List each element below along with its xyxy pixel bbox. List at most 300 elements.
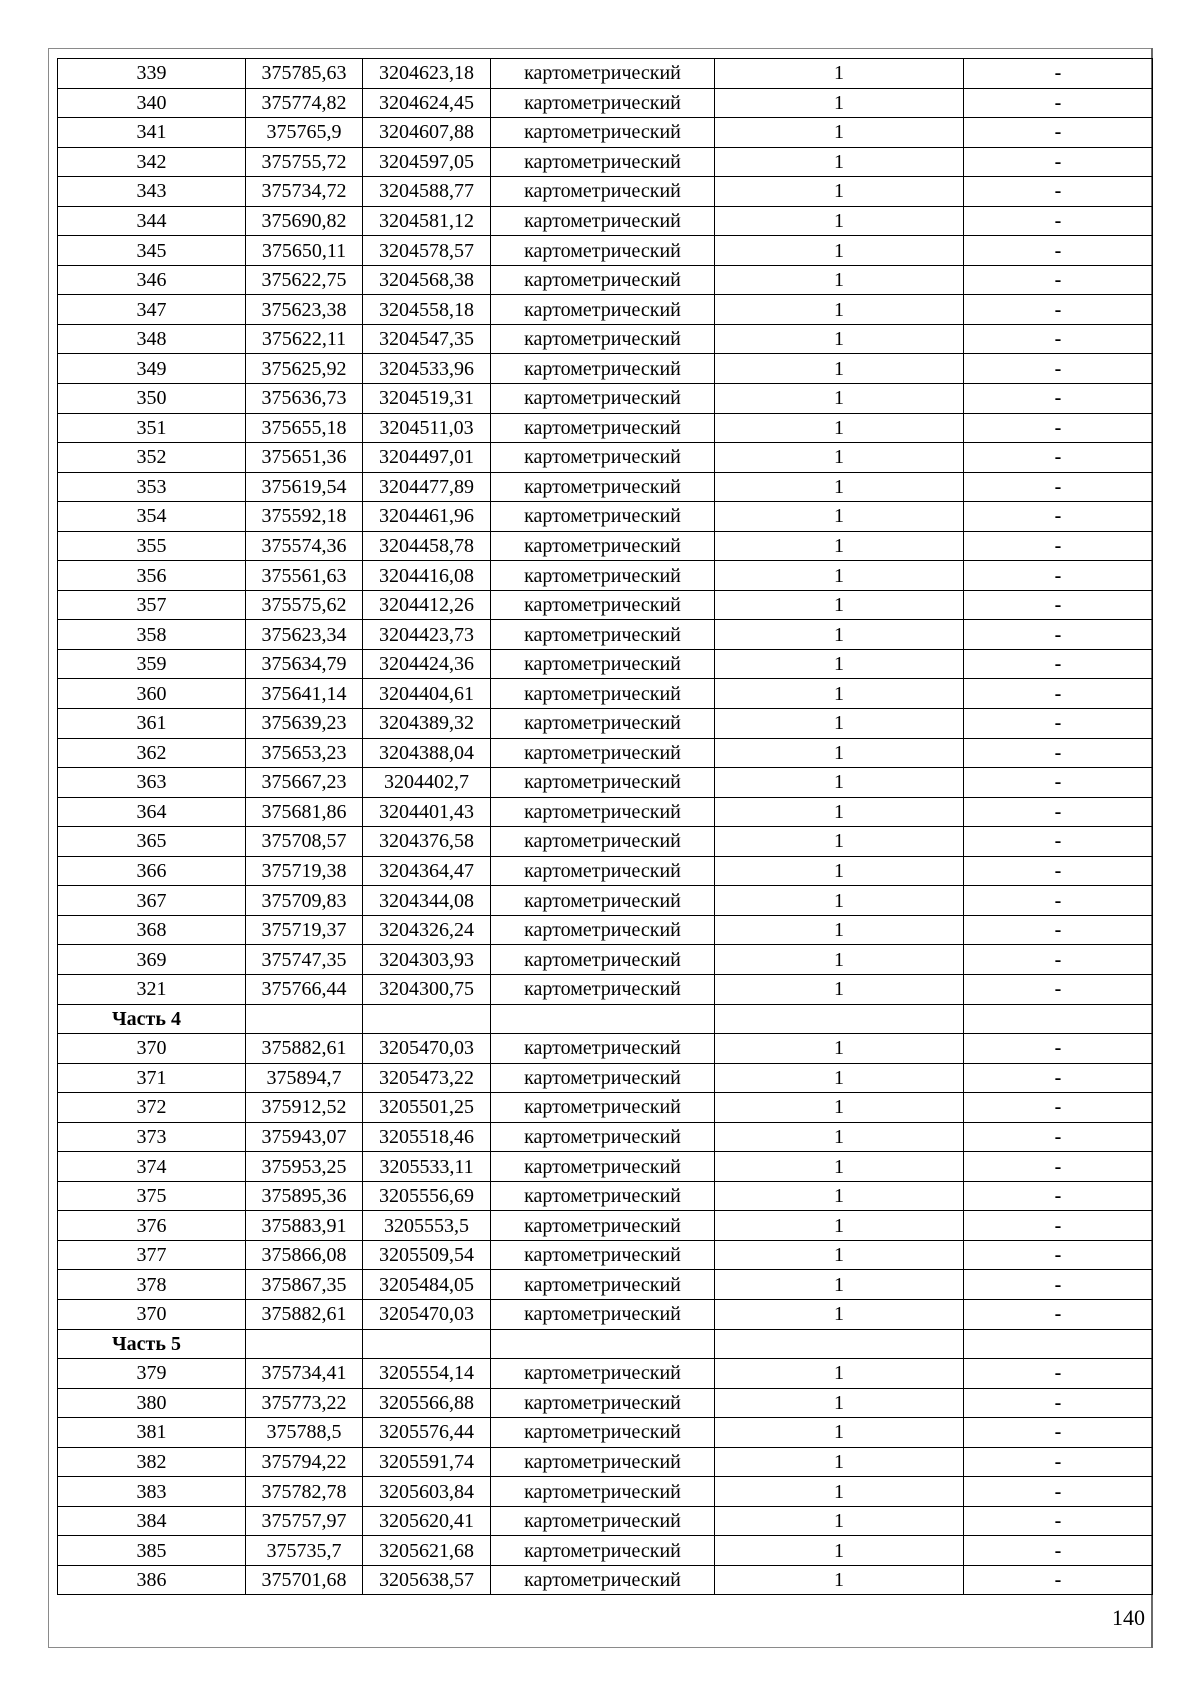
method-cell: картометрический [491, 147, 715, 177]
table-row [58, 1063, 1153, 1093]
x-coordinate-cell: 375634,79 [246, 649, 363, 679]
x-coordinate-cell: 375943,07 [246, 1122, 363, 1152]
table-row [58, 1447, 1153, 1477]
point-number-cell: 366 [58, 856, 246, 886]
x-coordinate-cell: 375655,18 [246, 413, 363, 443]
method-cell: картометрический [491, 561, 715, 591]
table-row [58, 1240, 1153, 1270]
accuracy-cell: 1 [715, 1270, 964, 1300]
point-number-cell: 355 [58, 531, 246, 561]
point-number-cell: 380 [58, 1388, 246, 1418]
x-coordinate-cell: 375782,78 [246, 1477, 363, 1507]
table-row [58, 147, 1153, 177]
accuracy-cell: 1 [715, 531, 964, 561]
mark-cell: - [964, 915, 1153, 945]
table-row [58, 827, 1153, 857]
x-coordinate-cell: 375636,73 [246, 384, 363, 414]
table-row [58, 738, 1153, 768]
mark-cell: - [964, 738, 1153, 768]
y-coordinate-cell: 3204423,73 [363, 620, 491, 650]
table-row [58, 59, 1153, 89]
y-coordinate-cell: 3204578,57 [363, 236, 491, 266]
mark-cell: - [964, 886, 1153, 916]
x-coordinate-cell: 375574,36 [246, 531, 363, 561]
mark-cell: - [964, 1565, 1153, 1595]
accuracy-cell: 1 [715, 1418, 964, 1448]
coordinates-table-body [58, 59, 1153, 1595]
accuracy-cell: 1 [715, 709, 964, 739]
y-coordinate-cell: 3205509,54 [363, 1240, 491, 1270]
table-row [58, 1418, 1153, 1448]
point-number-cell: 383 [58, 1477, 246, 1507]
point-number-cell: 343 [58, 177, 246, 207]
y-coordinate-cell: 3205620,41 [363, 1506, 491, 1536]
x-coordinate-cell: 375619,54 [246, 472, 363, 502]
method-cell: картометрический [491, 1034, 715, 1064]
accuracy-cell: 1 [715, 679, 964, 709]
table-row [58, 1565, 1153, 1595]
empty-cell [715, 1329, 964, 1359]
accuracy-cell: 1 [715, 118, 964, 148]
accuracy-cell: 1 [715, 1565, 964, 1595]
y-coordinate-cell: 3205473,22 [363, 1063, 491, 1093]
table-row [58, 177, 1153, 207]
mark-cell: - [964, 59, 1153, 89]
method-cell: картометрический [491, 413, 715, 443]
x-coordinate-cell: 375735,7 [246, 1536, 363, 1566]
x-coordinate-cell: 375690,82 [246, 206, 363, 236]
accuracy-cell: 1 [715, 856, 964, 886]
table-row [58, 1359, 1153, 1389]
mark-cell: - [964, 295, 1153, 325]
accuracy-cell: 1 [715, 886, 964, 916]
mark-cell: - [964, 502, 1153, 532]
point-number-cell: 350 [58, 384, 246, 414]
mark-cell: - [964, 1270, 1153, 1300]
method-cell: картометрический [491, 206, 715, 236]
accuracy-cell: 1 [715, 147, 964, 177]
y-coordinate-cell: 3204364,47 [363, 856, 491, 886]
method-cell: картометрический [491, 1565, 715, 1595]
table-row [58, 709, 1153, 739]
y-coordinate-cell: 3204344,08 [363, 886, 491, 916]
point-number-cell: 363 [58, 768, 246, 798]
table-row [58, 324, 1153, 354]
x-coordinate-cell: 375709,83 [246, 886, 363, 916]
x-coordinate-cell: 375719,38 [246, 856, 363, 886]
mark-cell: - [964, 1122, 1153, 1152]
method-cell: картометрический [491, 738, 715, 768]
accuracy-cell: 1 [715, 797, 964, 827]
accuracy-cell: 1 [715, 59, 964, 89]
table-row [58, 1506, 1153, 1536]
mark-cell: - [964, 88, 1153, 118]
accuracy-cell: 1 [715, 561, 964, 591]
method-cell: картометрический [491, 443, 715, 473]
x-coordinate-cell: 375622,11 [246, 324, 363, 354]
method-cell: картометрический [491, 1506, 715, 1536]
table-row [58, 1299, 1153, 1329]
method-cell: картометрический [491, 354, 715, 384]
table-row [58, 88, 1153, 118]
x-coordinate-cell: 375785,63 [246, 59, 363, 89]
point-number-cell: 354 [58, 502, 246, 532]
empty-cell [491, 1004, 715, 1034]
y-coordinate-cell: 3205556,69 [363, 1181, 491, 1211]
y-coordinate-cell: 3205554,14 [363, 1359, 491, 1389]
mark-cell: - [964, 206, 1153, 236]
point-number-cell: 376 [58, 1211, 246, 1241]
point-number-cell: 340 [58, 88, 246, 118]
table-row [58, 472, 1153, 502]
empty-cell [363, 1329, 491, 1359]
table-row [58, 974, 1153, 1004]
table-row [58, 236, 1153, 266]
method-cell: картометрический [491, 797, 715, 827]
x-coordinate-cell: 375894,7 [246, 1063, 363, 1093]
x-coordinate-cell: 375641,14 [246, 679, 363, 709]
accuracy-cell: 1 [715, 945, 964, 975]
mark-cell: - [964, 1418, 1153, 1448]
table-row [58, 1388, 1153, 1418]
x-coordinate-cell: 375625,92 [246, 354, 363, 384]
mark-cell: - [964, 1211, 1153, 1241]
method-cell: картометрический [491, 384, 715, 414]
x-coordinate-cell: 375867,35 [246, 1270, 363, 1300]
method-cell: картометрический [491, 827, 715, 857]
point-number-cell: 386 [58, 1565, 246, 1595]
y-coordinate-cell: 3204461,96 [363, 502, 491, 532]
y-coordinate-cell: 3204412,26 [363, 590, 491, 620]
method-cell: картометрический [491, 118, 715, 148]
empty-cell [363, 1004, 491, 1034]
x-coordinate-cell: 375653,23 [246, 738, 363, 768]
accuracy-cell: 1 [715, 1388, 964, 1418]
y-coordinate-cell: 3204401,43 [363, 797, 491, 827]
accuracy-cell: 1 [715, 1211, 964, 1241]
table-row [58, 590, 1153, 620]
accuracy-cell: 1 [715, 1477, 964, 1507]
accuracy-cell: 1 [715, 1093, 964, 1123]
accuracy-cell: 1 [715, 88, 964, 118]
method-cell: картометрический [491, 886, 715, 916]
mark-cell: - [964, 1181, 1153, 1211]
table-row [58, 1034, 1153, 1064]
y-coordinate-cell: 3205553,5 [363, 1211, 491, 1241]
mark-cell: - [964, 561, 1153, 591]
point-number-cell: 360 [58, 679, 246, 709]
mark-cell: - [964, 1447, 1153, 1477]
method-cell: картометрический [491, 1388, 715, 1418]
x-coordinate-cell: 375734,41 [246, 1359, 363, 1389]
accuracy-cell: 1 [715, 768, 964, 798]
accuracy-cell: 1 [715, 354, 964, 384]
x-coordinate-cell: 375708,57 [246, 827, 363, 857]
mark-cell: - [964, 1093, 1153, 1123]
point-number-cell: 382 [58, 1447, 246, 1477]
method-cell: картометрический [491, 1063, 715, 1093]
point-number-cell: 370 [58, 1034, 246, 1064]
point-number-cell: 341 [58, 118, 246, 148]
y-coordinate-cell: 3204388,04 [363, 738, 491, 768]
accuracy-cell: 1 [715, 1122, 964, 1152]
point-number-cell: 359 [58, 649, 246, 679]
method-cell: картометрический [491, 679, 715, 709]
accuracy-cell: 1 [715, 738, 964, 768]
x-coordinate-cell: 375773,22 [246, 1388, 363, 1418]
y-coordinate-cell: 3205638,57 [363, 1565, 491, 1595]
point-number-cell: 368 [58, 915, 246, 945]
mark-cell: - [964, 384, 1153, 414]
section-header-row [58, 1004, 1153, 1034]
mark-cell: - [964, 236, 1153, 266]
method-cell: картометрический [491, 295, 715, 325]
table-row [58, 502, 1153, 532]
point-number-cell: 347 [58, 295, 246, 325]
point-number-cell: 364 [58, 797, 246, 827]
x-coordinate-cell: 375719,37 [246, 915, 363, 945]
x-coordinate-cell: 375667,23 [246, 768, 363, 798]
table-row [58, 1093, 1153, 1123]
x-coordinate-cell: 375575,62 [246, 590, 363, 620]
accuracy-cell: 1 [715, 649, 964, 679]
table-row [58, 1211, 1153, 1241]
method-cell: картометрический [491, 1418, 715, 1448]
point-number-cell: 361 [58, 709, 246, 739]
x-coordinate-cell: 375912,52 [246, 1093, 363, 1123]
accuracy-cell: 1 [715, 827, 964, 857]
point-number-cell: 357 [58, 590, 246, 620]
method-cell: картометрический [491, 236, 715, 266]
mark-cell: - [964, 768, 1153, 798]
x-coordinate-cell: 375882,61 [246, 1034, 363, 1064]
table-row [58, 620, 1153, 650]
accuracy-cell: 1 [715, 915, 964, 945]
y-coordinate-cell: 3204533,96 [363, 354, 491, 384]
point-number-cell: 362 [58, 738, 246, 768]
x-coordinate-cell: 375561,63 [246, 561, 363, 591]
x-coordinate-cell: 375794,22 [246, 1447, 363, 1477]
y-coordinate-cell: 3205603,84 [363, 1477, 491, 1507]
accuracy-cell: 1 [715, 324, 964, 354]
table-row [58, 531, 1153, 561]
table-row [58, 443, 1153, 473]
method-cell: картометрический [491, 945, 715, 975]
x-coordinate-cell: 375882,61 [246, 1299, 363, 1329]
method-cell: картометрический [491, 88, 715, 118]
y-coordinate-cell: 3205591,74 [363, 1447, 491, 1477]
method-cell: картометрический [491, 1122, 715, 1152]
method-cell: картометрический [491, 1359, 715, 1389]
y-coordinate-cell: 3204519,31 [363, 384, 491, 414]
y-coordinate-cell: 3204568,38 [363, 265, 491, 295]
method-cell: картометрический [491, 1093, 715, 1123]
accuracy-cell: 1 [715, 265, 964, 295]
point-number-cell: 369 [58, 945, 246, 975]
method-cell: картометрический [491, 974, 715, 1004]
accuracy-cell: 1 [715, 206, 964, 236]
y-coordinate-cell: 3204402,7 [363, 768, 491, 798]
mark-cell: - [964, 1477, 1153, 1507]
mark-cell: - [964, 590, 1153, 620]
table-row [58, 797, 1153, 827]
x-coordinate-cell: 375788,5 [246, 1418, 363, 1448]
y-coordinate-cell: 3205621,68 [363, 1536, 491, 1566]
point-number-cell: 353 [58, 472, 246, 502]
mark-cell: - [964, 265, 1153, 295]
method-cell: картометрический [491, 1477, 715, 1507]
accuracy-cell: 1 [715, 1181, 964, 1211]
point-number-cell: 379 [58, 1359, 246, 1389]
method-cell: картометрический [491, 1299, 715, 1329]
x-coordinate-cell: 375651,36 [246, 443, 363, 473]
accuracy-cell: 1 [715, 295, 964, 325]
mark-cell: - [964, 974, 1153, 1004]
point-number-cell: 381 [58, 1418, 246, 1448]
empty-cell [715, 1004, 964, 1034]
accuracy-cell: 1 [715, 236, 964, 266]
method-cell: картометрический [491, 1240, 715, 1270]
method-cell: картометрический [491, 915, 715, 945]
mark-cell: - [964, 177, 1153, 207]
page-number: 140 [1112, 1605, 1145, 1630]
empty-cell [964, 1004, 1153, 1034]
mark-cell: - [964, 620, 1153, 650]
y-coordinate-cell: 3204458,78 [363, 531, 491, 561]
x-coordinate-cell: 375701,68 [246, 1565, 363, 1595]
table-row [58, 1477, 1153, 1507]
point-number-cell: 342 [58, 147, 246, 177]
section-label: Часть 5 [58, 1329, 246, 1359]
method-cell: картометрический [491, 1447, 715, 1477]
method-cell: картометрический [491, 265, 715, 295]
point-number-cell: 352 [58, 443, 246, 473]
x-coordinate-cell: 375757,97 [246, 1506, 363, 1536]
table-row [58, 265, 1153, 295]
mark-cell: - [964, 443, 1153, 473]
method-cell: картометрический [491, 1211, 715, 1241]
point-number-cell: 373 [58, 1122, 246, 1152]
table-row [58, 295, 1153, 325]
mark-cell: - [964, 649, 1153, 679]
y-coordinate-cell: 3204497,01 [363, 443, 491, 473]
table-row [58, 118, 1153, 148]
accuracy-cell: 1 [715, 1063, 964, 1093]
mark-cell: - [964, 827, 1153, 857]
method-cell: картометрический [491, 324, 715, 354]
method-cell: картометрический [491, 177, 715, 207]
section-label: Часть 4 [58, 1004, 246, 1034]
method-cell: картометрический [491, 1152, 715, 1182]
x-coordinate-cell: 375734,72 [246, 177, 363, 207]
empty-cell [964, 1329, 1153, 1359]
method-cell: картометрический [491, 649, 715, 679]
mark-cell: - [964, 1359, 1153, 1389]
y-coordinate-cell: 3204581,12 [363, 206, 491, 236]
mark-cell: - [964, 1240, 1153, 1270]
y-coordinate-cell: 3205470,03 [363, 1034, 491, 1064]
accuracy-cell: 1 [715, 1299, 964, 1329]
x-coordinate-cell: 375755,72 [246, 147, 363, 177]
mark-cell: - [964, 797, 1153, 827]
x-coordinate-cell: 375622,75 [246, 265, 363, 295]
accuracy-cell: 1 [715, 1359, 964, 1389]
y-coordinate-cell: 3204607,88 [363, 118, 491, 148]
point-number-cell: 321 [58, 974, 246, 1004]
table-row [58, 768, 1153, 798]
table-row [58, 945, 1153, 975]
mark-cell: - [964, 679, 1153, 709]
mark-cell: - [964, 531, 1153, 561]
point-number-cell: 344 [58, 206, 246, 236]
method-cell: картометрический [491, 709, 715, 739]
y-coordinate-cell: 3204303,93 [363, 945, 491, 975]
y-coordinate-cell: 3205484,05 [363, 1270, 491, 1300]
accuracy-cell: 1 [715, 1536, 964, 1566]
mark-cell: - [964, 856, 1153, 886]
mark-cell: - [964, 1536, 1153, 1566]
point-number-cell: 365 [58, 827, 246, 857]
method-cell: картометрический [491, 1181, 715, 1211]
mark-cell: - [964, 147, 1153, 177]
mark-cell: - [964, 945, 1153, 975]
y-coordinate-cell: 3204477,89 [363, 472, 491, 502]
x-coordinate-cell: 375895,36 [246, 1181, 363, 1211]
table-row [58, 915, 1153, 945]
y-coordinate-cell: 3204404,61 [363, 679, 491, 709]
mark-cell: - [964, 1034, 1153, 1064]
point-number-cell: 345 [58, 236, 246, 266]
point-number-cell: 372 [58, 1093, 246, 1123]
table-row [58, 206, 1153, 236]
method-cell: картометрический [491, 620, 715, 650]
point-number-cell: 346 [58, 265, 246, 295]
x-coordinate-cell: 375650,11 [246, 236, 363, 266]
method-cell: картометрический [491, 472, 715, 502]
accuracy-cell: 1 [715, 177, 964, 207]
empty-cell [491, 1329, 715, 1359]
point-number-cell: 374 [58, 1152, 246, 1182]
x-coordinate-cell: 375592,18 [246, 502, 363, 532]
point-number-cell: 339 [58, 59, 246, 89]
empty-cell [246, 1329, 363, 1359]
y-coordinate-cell: 3205576,44 [363, 1418, 491, 1448]
x-coordinate-cell: 375681,86 [246, 797, 363, 827]
y-coordinate-cell: 3204547,35 [363, 324, 491, 354]
x-coordinate-cell: 375765,9 [246, 118, 363, 148]
point-number-cell: 356 [58, 561, 246, 591]
table-row [58, 413, 1153, 443]
table-row [58, 1181, 1153, 1211]
method-cell: картометрический [491, 531, 715, 561]
mark-cell: - [964, 1063, 1153, 1093]
y-coordinate-cell: 3204389,32 [363, 709, 491, 739]
point-number-cell: 367 [58, 886, 246, 916]
x-coordinate-cell: 375623,38 [246, 295, 363, 325]
mark-cell: - [964, 1506, 1153, 1536]
point-number-cell: 385 [58, 1536, 246, 1566]
accuracy-cell: 1 [715, 1034, 964, 1064]
x-coordinate-cell: 375747,35 [246, 945, 363, 975]
accuracy-cell: 1 [715, 590, 964, 620]
table-row [58, 856, 1153, 886]
table-row [58, 354, 1153, 384]
y-coordinate-cell: 3204326,24 [363, 915, 491, 945]
table-row [58, 649, 1153, 679]
x-coordinate-cell: 375639,23 [246, 709, 363, 739]
method-cell: картометрический [491, 768, 715, 798]
accuracy-cell: 1 [715, 1506, 964, 1536]
